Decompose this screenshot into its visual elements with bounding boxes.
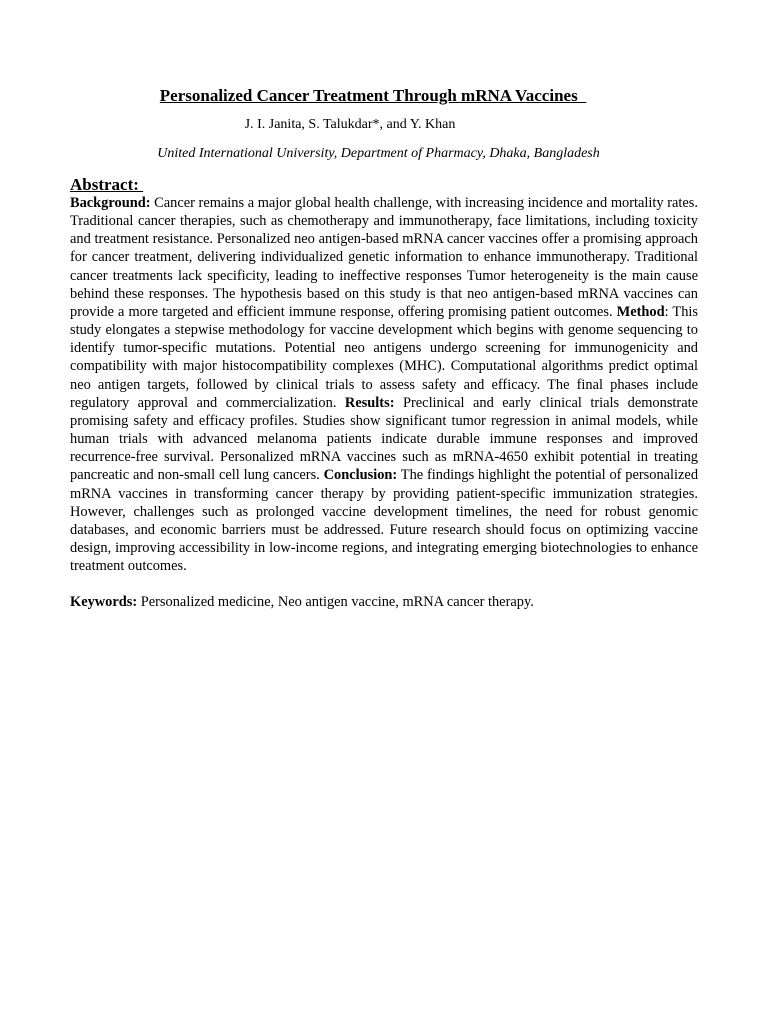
keywords-label: Keywords:: [70, 594, 138, 610]
paper-title: Personalized Cancer Treatment Through mRNA Vaccines: [159, 86, 587, 105]
keywords-text: Personalized medicine, Neo antigen vaccine, mRNA cancer therapy.: [137, 594, 534, 610]
author-affiliation: United International University, Department of Pharmacy, Dhaka, Bangladesh: [157, 146, 600, 161]
results-text: Preclinical and early clinical trials demonstrate promising safety and efficacy profiles. Studies show significant tumor regression in animal models, while human trials with advanced melanoma patients indicate durable immune responses and improved recurrence-free survival. Personalized mRNA vaccines such as mRNA-4650 exhibit potential in treating pancreatic and non-small cell lung cancers.: [70, 394, 698, 484]
method-text: : This study elongates a stepwise methodology for vaccine development which begins with genome sequencing to identify tumor-specific mutations. Potential neo antigens undergo screening for immunogenicity and compatibility with major histocompatibility complexes (MHC). Computational algorithms predict optimal neo antigen targets, followed by clinical trials to assess safety and efficacy. The final phases include regulatory approval and commercialization.: [70, 303, 698, 411]
abstract-body: [70, 194, 698, 575]
background-label: Background:: [70, 195, 151, 211]
author-list: J. I. Janita, S. Talukdar*, and Y. Khan: [244, 117, 456, 132]
conclusion-label: Conclusion:: [323, 467, 398, 484]
background-text: Cancer remains a major global health challenge, with increasing incidence and mortality rates. Traditional cancer therapies, such as chemotherapy and immunotherapy, face limitations, including toxicity and treatment resistance. Personalized neo antigen-based mRNA cancer vaccines offer a promising approach for cancer treatment, delivering individualized genetic information to enhance immunotherapy. Traditional cancer treatments lack specificity, leading to ineffective responses Tumor heterogeneity is the main cause behind these responses. The hypothesis based on this study is that neo antigen-based mRNA vaccines can provide a more targeted and efficient immune response, offering promising patient outcomes.: [70, 195, 698, 320]
results-label: Results:: [344, 394, 395, 411]
keywords-line: [70, 593, 698, 611]
conclusion-text: The findings highlight the potential of personalized mRNA vaccines in transforming cancer therapy by providing patient-specific immunization strategies. However, challenges such as prolonged vaccine development timelines, the need for robust genomic databases, and economic barriers must be addressed. Future research should focus on optimizing vaccine design, improving accessibility in low-income regions, and integrating emerging biotechnologies to enhance treatment outcomes.: [70, 467, 699, 575]
method-label: Method: [616, 303, 665, 320]
abstract-heading: Abstract:: [70, 175, 144, 194]
